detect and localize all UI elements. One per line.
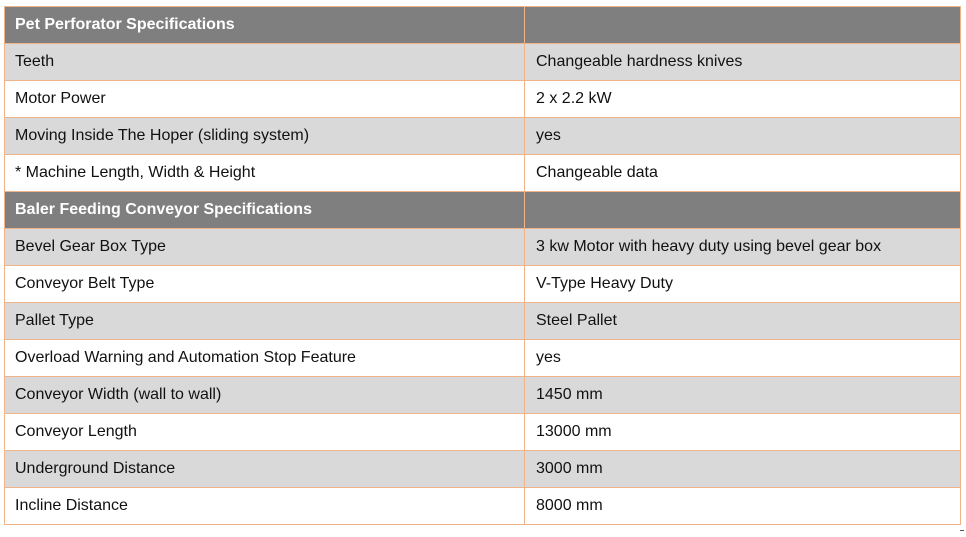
table-row bbox=[5, 229, 961, 266]
spec-label: Pallet Type bbox=[5, 303, 525, 340]
spec-value: 8000 mm bbox=[525, 488, 961, 525]
section-title: Pet Perforator Specifications bbox=[5, 7, 525, 44]
page-edge-mark bbox=[960, 530, 964, 531]
table-row bbox=[5, 44, 961, 81]
spec-label: * Machine Length, Width & Height bbox=[5, 155, 525, 192]
spec-value: Steel Pallet bbox=[525, 303, 961, 340]
spec-label: Motor Power bbox=[5, 81, 525, 118]
table-row bbox=[5, 303, 961, 340]
table-row bbox=[5, 118, 961, 155]
table-row bbox=[5, 340, 961, 377]
spec-label: Conveyor Belt Type bbox=[5, 266, 525, 303]
spec-value: 13000 mm bbox=[525, 414, 961, 451]
table-row bbox=[5, 266, 961, 303]
section-title: Baler Feeding Conveyor Specifications bbox=[5, 192, 525, 229]
section-header-pet-perforator bbox=[5, 7, 961, 44]
spec-value: yes bbox=[525, 340, 961, 377]
spec-label: Moving Inside The Hoper (sliding system) bbox=[5, 118, 525, 155]
spec-label: Overload Warning and Automation Stop Feature bbox=[5, 340, 525, 377]
section-header-blank bbox=[525, 7, 961, 44]
section-header-baler-feeding-conveyor bbox=[5, 192, 961, 229]
table-row bbox=[5, 488, 961, 525]
spec-value: 2 x 2.2 kW bbox=[525, 81, 961, 118]
table-row bbox=[5, 377, 961, 414]
spec-value: 3 kw Motor with heavy duty using bevel gear box bbox=[525, 229, 961, 266]
table-row bbox=[5, 81, 961, 118]
spec-label: Underground Distance bbox=[5, 451, 525, 488]
table-row bbox=[5, 155, 961, 192]
spec-label: Bevel Gear Box Type bbox=[5, 229, 525, 266]
spec-value: 1450 mm bbox=[525, 377, 961, 414]
spec-value: Changeable hardness knives bbox=[525, 44, 961, 81]
spec-value: yes bbox=[525, 118, 961, 155]
spec-label: Conveyor Length bbox=[5, 414, 525, 451]
table-row bbox=[5, 451, 961, 488]
section-header-blank bbox=[525, 192, 961, 229]
spec-label: Incline Distance bbox=[5, 488, 525, 525]
specifications-table bbox=[4, 6, 961, 525]
spec-value: Changeable data bbox=[525, 155, 961, 192]
spec-value: 3000 mm bbox=[525, 451, 961, 488]
spec-label: Conveyor Width (wall to wall) bbox=[5, 377, 525, 414]
spec-label: Teeth bbox=[5, 44, 525, 81]
table-row bbox=[5, 414, 961, 451]
spec-value: V-Type Heavy Duty bbox=[525, 266, 961, 303]
